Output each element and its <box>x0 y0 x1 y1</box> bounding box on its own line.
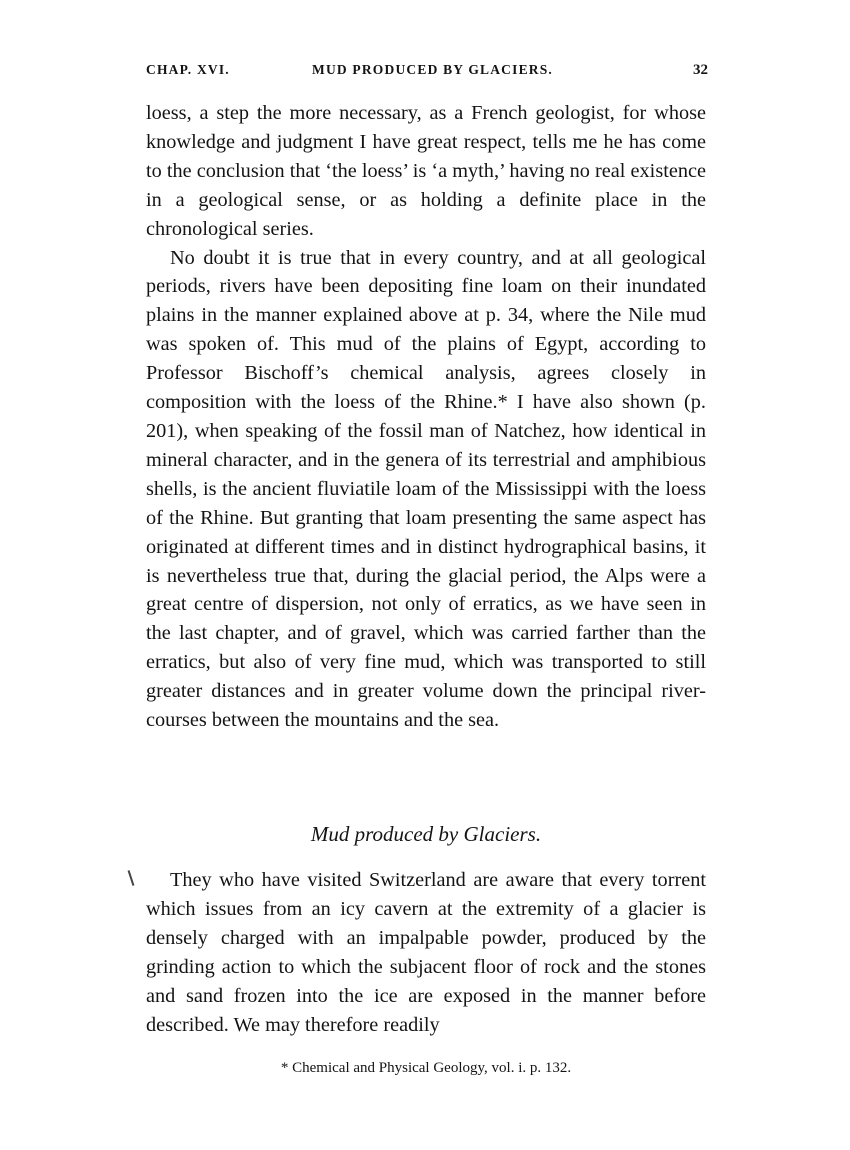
footnote: * Chemical and Physical Geology, vol. i. p. 132. <box>280 1060 572 1076</box>
page-number: 32 <box>693 62 708 78</box>
section-heading: Mud produced by Glaciers. <box>310 822 542 846</box>
paragraph: No doubt it is true that in every country, and at all geological periods, rivers have been depositing fine loam on their inundated plains in the manner explained above at p. 34, where the Nile mud was spoken of. This mud of the plains of Egypt, according to Professor Bischoff’s chemical analysis, agrees closely in composition with the loess of the Rhine.* I have also shown (p. 201), when speaking of the fossil man of Natchez, how identical in mineral character, and in the genera of its terrestrial and amphibious shells, is the ancient fluviatile loam of the Mississippi with the loess of the Rhine. But granting that loam presenting the same aspect has originated at different times and in distinct hydrographical basins, it is nevertheless true that, during the glacial period, the Alps were a great centre of dispersion, not only of erratics, as we have seen in the last chapter, and of gravel, which was carried farther than the erratics, but also of very fine mud, which was transported to still greater distances and in greater volume down the principal river-courses between the mountains and the sea. <box>146 246 706 732</box>
paragraph-continued: loess, a step the more necessary, as a French geologist, for whose knowledge and judgment I have great respect, tells me he has come to the conclusion that ‘the loess’ is ‘a myth,’ having no real existence in a geological sense, or as holding a definite place in the chronological series. <box>146 102 706 240</box>
paragraph: They who have visited Switzerland are aware that every torrent which issues from an icy cavern at the extremity of a glacier is densely charged with an impalpable powder, produced by the grinding action to which the subjacent floor of rock and the stones and sand frozen into the ice are exposed in the manner before described. We may therefore readily <box>146 869 706 1036</box>
margin-pencil-mark <box>128 870 135 886</box>
main-text <box>146 99 706 735</box>
running-title: MUD PRODUCED BY GLACIERS. <box>312 62 554 77</box>
section-text <box>146 866 706 1039</box>
running-header <box>146 62 708 84</box>
chapter-label: CHAP. XVI. <box>146 62 230 77</box>
